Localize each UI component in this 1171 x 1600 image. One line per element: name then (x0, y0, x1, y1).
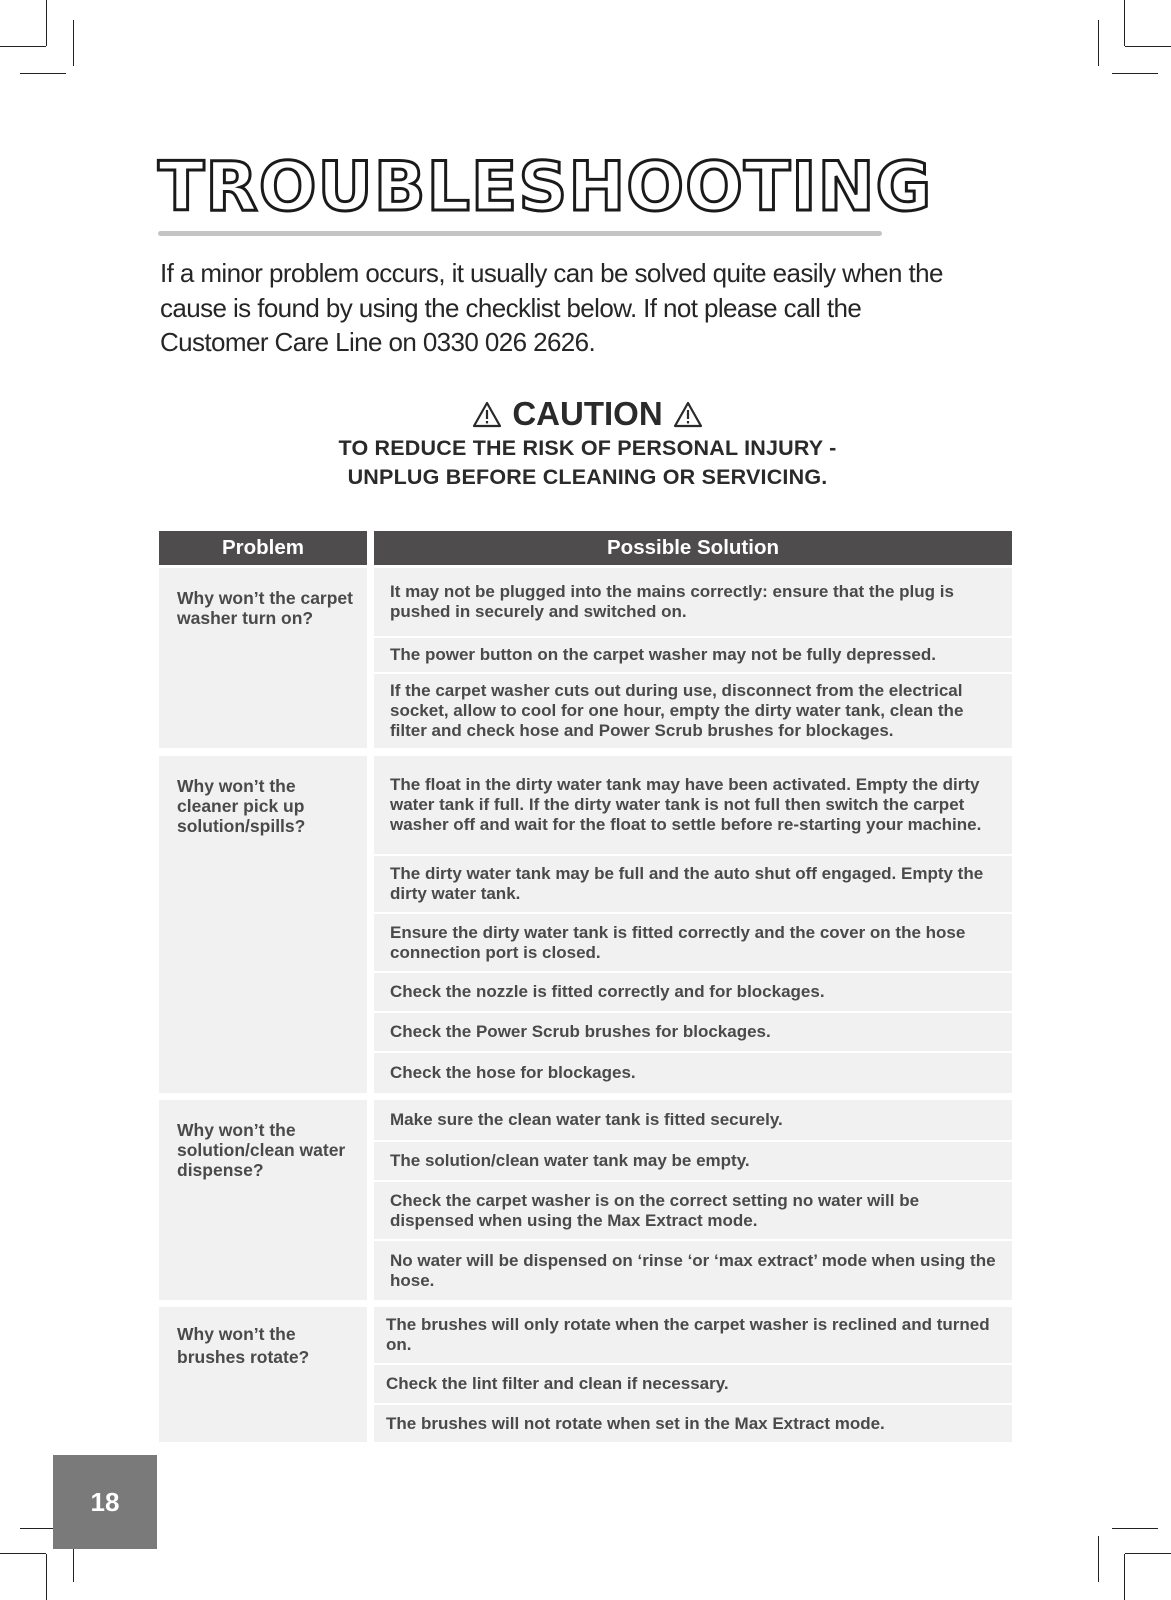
problem-cell: Why won’t the solution/clean water dispense? (159, 1100, 367, 1300)
warning-triangle-icon (673, 401, 703, 428)
solution-cell (374, 1182, 1012, 1239)
solution-cell (374, 1405, 1012, 1442)
solution-cell (374, 1053, 1012, 1093)
crop-mark (0, 1553, 46, 1554)
crop-mark (20, 73, 66, 74)
solution-cell (374, 1013, 1012, 1051)
solution-cell (374, 1142, 1012, 1180)
solution-cell (374, 756, 1012, 854)
solution-text: Ensure the dirty water tank is fitted correctly and the cover on the hose connection port is closed. (390, 922, 966, 962)
solution-cell (374, 674, 1012, 748)
problem-cell: Why won’t the brushes rotate? (159, 1307, 367, 1442)
crop-mark (1112, 1528, 1158, 1529)
solution-text: Check the nozzle is fitted correctly and for blockages. (390, 982, 825, 1001)
solution-text: Check the lint filter and clean if necessary. (386, 1374, 729, 1393)
crop-mark (1125, 1553, 1171, 1554)
crop-mark (46, 0, 47, 46)
solution-text: No water will be dispensed on ‘rinse ‘or ‘max extract’ mode when using the hose. (390, 1250, 996, 1290)
crop-mark (0, 46, 46, 47)
page-number: 18 (53, 1455, 157, 1549)
problem-cell: Why won’t the carpet washer turn on? (159, 568, 367, 748)
caution-heading (200, 394, 975, 434)
solution-text: Check the Power Scrub brushes for blockages. (390, 1022, 771, 1041)
crop-mark (1124, 0, 1125, 46)
solution-text: The dirty water tank may be full and the auto shut off engaged. Empty the dirty water tank. (390, 864, 984, 903)
caution-block (200, 394, 975, 492)
caution-line-1: TO REDUCE THE RISK OF PERSONAL INJURY - (338, 436, 837, 460)
solution-text: Check the hose for blockages. (390, 1063, 636, 1082)
crop-mark (1125, 46, 1171, 47)
solution-cell (374, 568, 1012, 636)
solution-text: The brushes will not rotate when set in the Max Extract mode. (386, 1413, 885, 1433)
crop-mark (1124, 1554, 1125, 1600)
solution-text: If the carpet washer cuts out during use, disconnect from the electrical socket, allow to cool for one hour, empty the dirty water tank, clean the filter and check hose and Power Scrub brushes for blockages. (390, 681, 964, 740)
crop-mark (46, 1554, 47, 1600)
crop-mark (1112, 73, 1158, 74)
solution-text: The power button on the carpet washer may not be fully depressed. (390, 645, 936, 664)
solution-cell (374, 856, 1012, 912)
crop-mark (73, 20, 74, 66)
solution-cell (374, 914, 1012, 971)
title-underline (158, 231, 882, 236)
problem-column-header: Problem (159, 531, 367, 565)
solution-column-header: Possible Solution (374, 531, 1012, 565)
solution-text: Make sure the clean water tank is fitted securely. (390, 1110, 783, 1129)
warning-triangle-icon (472, 401, 502, 428)
crop-mark (1098, 20, 1099, 66)
solution-cell (374, 1241, 1012, 1300)
intro-paragraph: If a minor problem occurs, it usually can be solved quite easily when the cause is found by using the checklist below. If not please call the Customer Care Line on 0330 026 2626. (160, 258, 943, 357)
solution-text: The solution/clean water tank may be empty. (390, 1151, 750, 1170)
solution-cell (374, 973, 1012, 1011)
solution-cell (374, 1307, 1012, 1363)
caution-label: CAUTION (512, 395, 663, 432)
solution-text: The float in the dirty water tank may have been activated. Empty the dirty water tank if full. If the dirty water tank is not full then switch the carpet washer off and wait for the float to settle before re-starting your machine. (390, 775, 982, 834)
problem-cell: Why won’t the cleaner pick up solution/spills? (159, 756, 367, 1093)
crop-mark (1098, 1536, 1099, 1582)
solution-cell (374, 638, 1012, 672)
solution-text: It may not be plugged into the mains correctly: ensure that the plug is pushed in securely and switched on. (390, 582, 954, 621)
solution-text: The brushes will only rotate when the carpet washer is reclined and turned on. (386, 1315, 990, 1354)
caution-line-2: UNPLUG BEFORE CLEANING OR SERVICING. (347, 465, 828, 489)
solution-cell (374, 1100, 1012, 1140)
solution-text: Check the carpet washer is on the correct setting no water will be dispensed when using the Max Extract mode. (390, 1190, 920, 1230)
page-title: TROUBLESHOOTING (158, 148, 933, 227)
solution-cell (374, 1365, 1012, 1403)
